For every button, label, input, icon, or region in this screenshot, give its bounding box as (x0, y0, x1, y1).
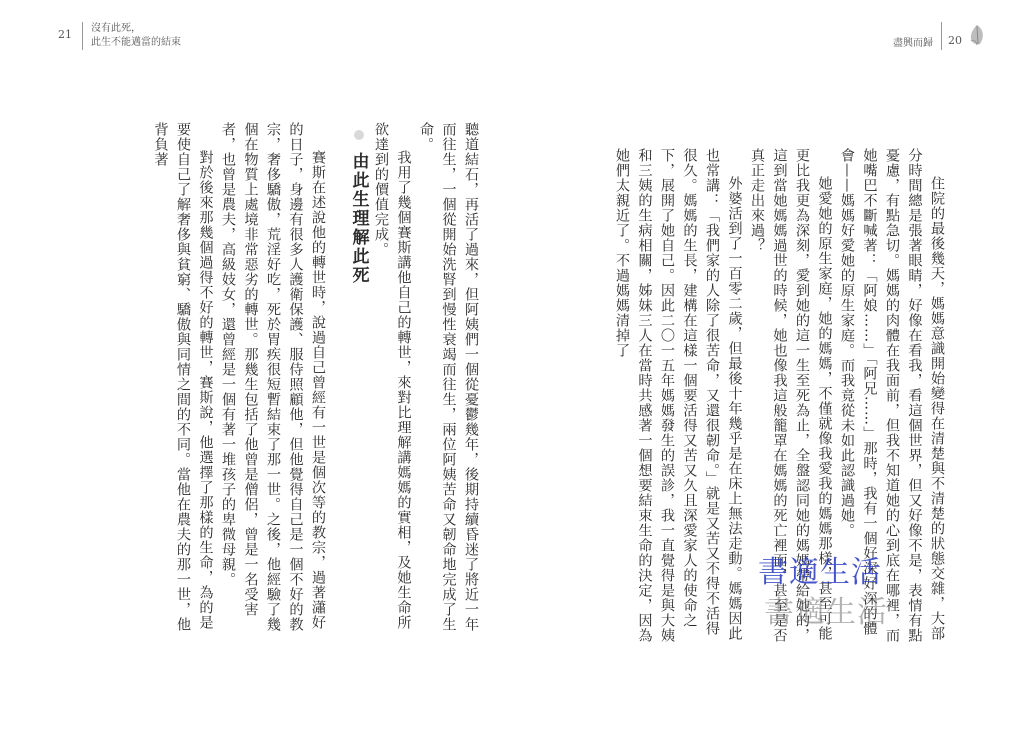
paragraph: 我用了幾個賽斯講他自己的轉世，來對比理解講媽媽的實相，及她生命所欲達到的價值完成。 (373, 122, 412, 631)
right-page-body (592, 148, 948, 648)
left-page-header (58, 22, 181, 50)
paragraph: 賽斯在述說他的轉世時，說過自己曾經有一世是個次等的教宗，過著瀟好的日子，身邊有很多人護衛保護、服侍照顧他，但他覺得自己是一個不好的教宗，奢侈驕傲，荒淫好吃，死於胃疾很短暫結束了那一世。之後，他經驗了幾個在物質上處境非常惡劣的轉世。那幾生包括了他曾是僧侶，曾是一名受害者，也曾是農夫，高級妓女，還曾經是一個有著一堆孩子的卑微母親。 (220, 122, 326, 632)
header-divider (82, 22, 83, 50)
chapter-running-title (91, 22, 181, 50)
paragraph: 聽道結石，再活了過來，但阿姨們一個從憂鬱幾年，後期持續昏迷了將近一年而往生，一個從開始洗腎到慢性衰竭而往生，兩位阿姨苦命又韌命地完成了生命。 (418, 122, 479, 632)
book-running-title: 盡興而歸 (893, 38, 933, 49)
left-page-number: 21 (58, 28, 72, 41)
header-divider (941, 22, 942, 50)
section-heading (347, 130, 370, 642)
paragraph: 住院的最後幾天，媽媽意識開始變得在清楚與不清楚的狀態交雜，大部分時間總是張著眼睛，好像在看我，看這個世界，但又好像不是，表情有點憂慮，有點急切。媽媽的肉體在我面前，但我不知道她的心到底在哪裡，而她嘴巴不斷喊著：「阿娘……」「阿兄……」那時，我有一個好深好深的體會——媽媽好愛她的原生家庭。而我竟從未如此認識過她。 (839, 148, 945, 643)
circle-bullet-icon (354, 130, 364, 140)
chapter-title-line-2: 此生不能邁當的結束 (91, 37, 181, 48)
leaf-icon (968, 24, 986, 46)
paragraph: 對於後來那幾個過得不好的轉世，賽斯說，他選擇了那樣的生命，為的是要使自己了解奢侈與貧窮、驕傲與同情之間的不同。當他在農夫的那一世，他背負著 (152, 122, 214, 632)
paragraph: 外婆活到了一百零二歲，但最後十年幾乎是在床上無法走動。媽媽因此也常講：「我們家的人除了很苦命，又還很韌命。」就是又苦又不得不活得很久。媽媽的生長，建構在這樣一個要活得又苦又久且深愛家人的使命之下，展開了她自己。因此二〇一五年媽媽發生的誤診，我一直覺得是與大姨和三姨的生病相關，姊妹三人在當時共感著一個想要結束生命的決定，因為她們太親近了。不過媽媽清掉了 (614, 148, 743, 643)
left-page-body (22, 122, 482, 642)
right-page-number: 20 (948, 34, 962, 47)
watermark-ghost-text: 書適生活 (764, 595, 888, 630)
watermark-text: 書適生活 (758, 555, 882, 590)
section-heading-text: 由此生理解此死 (348, 151, 369, 285)
paragraph: 她愛她的原生家庭，她的媽媽，不僅就像我愛我的媽媽那樣，甚至可能更比我更為深刻，愛到她的這一生至死為止，全盤認同她的媽媽帶給她的，這到當她媽媽過世的時候，她也像我這般籠罩在媽媽的死亡裡面，甚至是否真正走出來過？ (749, 148, 833, 643)
right-page-header (893, 22, 986, 50)
chapter-title-line-1: 沒有此死， (91, 23, 141, 34)
